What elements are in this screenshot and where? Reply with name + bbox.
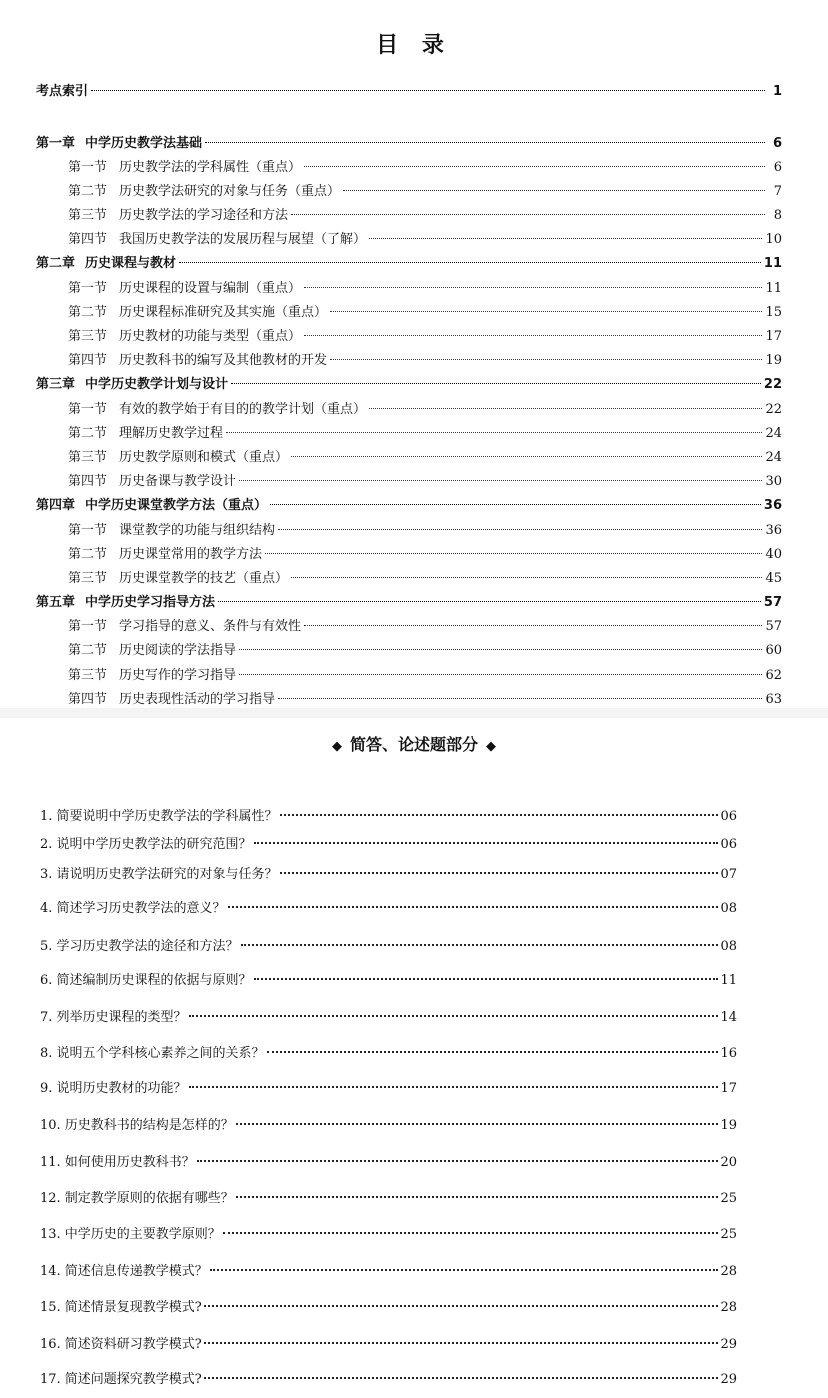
toc-entry-label [68,351,327,371]
toc-section-entry [68,158,782,178]
question-page-number: 14 [720,1010,737,1025]
question-page-number: 29 [720,1372,737,1387]
question-label: 5. 学习历史教学法的途径和方法？ [40,939,239,954]
question-label: 4. 简述学习历史教学法的意义？ [40,901,226,916]
dot-leader [304,287,762,288]
dot-leader [236,1123,719,1125]
toc-entry-label [68,182,340,202]
toc-page-number: 22 [765,402,782,417]
toc-page-number: 15 [765,305,782,320]
toc-chapter-entry [36,254,782,274]
toc-section-number: 第一节 [68,281,108,296]
dot-leader [226,432,762,433]
toc-section-number: 第三节 [68,208,108,223]
toc-section-entry [68,303,782,323]
question-entry [40,1224,737,1246]
dot-leader [291,456,762,457]
toc-entry-title: 历史写作的学习指导 [119,668,237,683]
toc-page-number: 8 [773,208,782,223]
toc-entry-title: 中学历史课堂教学方法（重点） [85,498,268,513]
toc-entry-title: 历史教材的功能与类型（重点） [119,329,302,344]
toc-page-number: 45 [765,571,782,586]
toc-entry-label [68,279,301,299]
question-page-number: 08 [720,901,737,916]
toc-entry-title: 有效的教学始于有目的的教学计划（重点） [119,402,367,417]
toc-section-number: 第五章 [36,595,76,610]
toc-page-number: 40 [765,547,782,562]
dot-leader [239,674,762,675]
question-label: 12. 制定教学原则的依据有哪些？ [40,1191,234,1206]
question-entry [40,936,737,958]
toc-chapter-entry [36,496,782,516]
toc-entry-label [68,448,288,468]
toc-section-number: 第二节 [68,547,108,562]
question-entry [40,1261,737,1283]
dot-leader [189,1086,719,1088]
toc-entry-label [68,424,223,444]
toc-entry-label [68,641,236,661]
toc-entry-title: 学习指导的意义、条件与有效性 [119,619,302,634]
toc-page-number: 22 [763,377,782,392]
toc-page-number: 36 [765,523,782,538]
question-label: 9. 说明历史教材的功能？ [40,1081,187,1096]
diamond-icon: ◆ [331,739,342,754]
toc-section-number: 第三节 [68,668,108,683]
toc-section-number: 第四节 [68,692,108,707]
question-page-number: 16 [720,1046,737,1061]
toc-section-number: 第二节 [68,426,108,441]
toc-section-number: 第一节 [68,160,108,175]
toc-section-number: 第一节 [68,402,108,417]
toc-entry-title: 我国历史教学法的发展历程与展望（了解） [119,232,367,247]
question-entry [40,1297,737,1319]
toc-entry-label [68,400,366,420]
toc-entry-title: 考点索引 [36,84,89,99]
toc-page-number: 57 [765,619,782,634]
toc-page-number: 6 [773,160,782,175]
question-page-number: 17 [720,1081,737,1096]
toc-section-number: 第二章 [36,256,76,271]
question-entry [40,1334,737,1356]
dot-leader [205,142,765,143]
toc-entry-title: 历史教学原则和模式（重点） [119,450,289,465]
toc-section-number: 第四节 [68,232,108,247]
question-entry [40,1007,737,1029]
toc-page-number: 62 [765,668,782,683]
toc-entry-label [36,254,176,274]
toc-section-entry [68,182,782,202]
toc-page-number: 11 [765,281,782,296]
toc-entry-label [68,617,301,637]
toc-entry-title: 中学历史学习指导方法 [85,595,216,610]
question-label: 7. 列举历史课程的类型？ [40,1010,187,1025]
question-label: 13. 中学历史的主要教学原则？ [40,1227,221,1242]
dot-leader [254,842,719,844]
section-divider [0,708,828,718]
question-page-number: 19 [720,1118,737,1133]
toc-entry-label [68,206,288,226]
toc-page-number: 17 [765,329,782,344]
toc-section-entry [68,327,782,347]
toc-section-number: 第一节 [68,523,108,538]
toc-section-entry [68,617,782,637]
toc-page-number: 6 [772,136,782,151]
toc-section-entry [68,690,782,710]
toc-section-entry [68,448,782,468]
toc-section-number: 第三节 [68,329,108,344]
question-page-number: 29 [720,1337,737,1352]
toc-section-number: 第四节 [68,474,108,489]
toc-entry-title: 中学历史教学法基础 [85,136,203,151]
dot-leader [218,601,761,602]
dot-leader [291,577,762,578]
toc-section-number: 第二节 [68,643,108,658]
toc-page-number: 7 [773,184,782,199]
question-label: 3. 请说明历史教学法研究的对象与任务？ [40,867,278,882]
dot-leader [280,814,719,816]
question-page-number: 25 [720,1191,737,1206]
dot-leader [241,944,719,946]
dot-leader [204,1342,719,1344]
toc-entry-label [68,569,288,589]
toc-entry-label [68,158,301,178]
question-label: 16. 简述资料研习教学模式? [40,1337,202,1352]
dot-leader [231,383,761,384]
toc-entry-label [68,327,301,347]
question-entry [40,806,737,828]
toc-entry-title: 历史课堂常用的教学方法 [119,547,263,562]
toc-section-entry [68,666,782,686]
toc-entry-title: 中学历史教学计划与设计 [85,377,229,392]
toc-chapter-entry [36,134,782,154]
toc-section-number: 第一节 [68,619,108,634]
question-page-number: 11 [720,973,737,988]
dot-leader [304,166,765,167]
question-page-number: 28 [720,1300,737,1315]
toc-page-number: 36 [763,498,782,513]
question-page-number: 28 [720,1264,737,1279]
toc-entry-title: 历史课堂教学的技艺（重点） [119,571,289,586]
toc-section-entry [68,472,782,492]
toc-entry-title: 历史教学法的学科属性（重点） [119,160,302,175]
toc-entry-label [36,375,228,395]
dot-leader [270,504,761,505]
dot-leader [280,872,719,874]
dot-leader [278,698,762,699]
question-label: 14. 简述信息传递教学模式？ [40,1264,208,1279]
toc-chapter-entry [36,82,782,102]
toc-section-number: 第三节 [68,450,108,465]
question-entry [40,834,737,856]
dot-leader [228,906,719,908]
toc-entry-title: 理解历史教学过程 [119,426,224,441]
toc-section-number: 第四章 [36,498,76,513]
toc-section-number: 第四节 [68,353,108,368]
question-page-number: 06 [720,809,737,824]
toc-entry-label [36,496,267,516]
question-page-number: 07 [720,867,737,882]
toc-section-entry [68,521,782,541]
question-entry [40,1188,737,1210]
toc-entry-label [36,593,215,613]
toc-entry-label [68,303,327,323]
question-page-number: 08 [720,939,737,954]
question-label: 11. 如何使用历史教科书？ [40,1155,195,1170]
question-entry [40,864,737,886]
question-entry [40,1369,737,1391]
dot-leader [239,480,762,481]
toc-page-number: 1 [772,84,782,99]
toc-section-entry [68,641,782,661]
toc-entry-title: 历史教科书的编写及其他教材的开发 [119,353,328,368]
toc-section-entry [68,424,782,444]
toc-section-entry [68,545,782,565]
toc-entry-title: 课堂教学的功能与组织结构 [119,523,276,538]
toc-chapter-entry [36,375,782,395]
toc-entry-title: 历史阅读的学法指导 [119,643,237,658]
toc-entry-title: 历史教学法研究的对象与任务（重点） [119,184,341,199]
toc-section-number: 第三章 [36,377,76,392]
question-label: 8. 说明五个学科核心素养之间的关系？ [40,1046,265,1061]
question-page-number: 20 [720,1155,737,1170]
question-label: 1. 简要说明中学历史教学法的学科属性？ [40,809,278,824]
question-entry [40,1043,737,1065]
dot-leader [91,90,765,91]
dot-leader [204,1305,719,1307]
dot-leader [330,311,762,312]
dot-leader [304,335,762,336]
dot-leader [254,978,719,980]
dot-leader [278,529,762,530]
toc-page-number: 24 [765,426,782,441]
question-label: 15. 简述情景复现教学模式? [40,1300,202,1315]
question-label: 17. 简述问题探究教学模式? [40,1372,202,1387]
dot-leader [210,1269,719,1271]
dot-leader [369,408,762,409]
toc-page-number: 30 [765,474,782,489]
toc-page-number: 63 [765,692,782,707]
toc-section-number: 第二节 [68,184,108,199]
dot-leader [223,1232,719,1234]
page-title: 目 录 [376,33,452,58]
toc-section-entry [68,569,782,589]
toc-entry-label [36,134,202,154]
dot-leader [369,238,762,239]
question-page-number: 06 [720,837,737,852]
diamond-icon: ◆ [486,739,496,754]
question-entry [40,898,737,920]
dot-leader [197,1160,719,1162]
toc-section-entry [68,400,782,420]
toc-chapter-entry [36,593,782,613]
toc-entry-title: 历史教学法的学习途径和方法 [119,208,289,223]
toc-page-number: 11 [763,256,782,271]
dot-leader [304,625,762,626]
toc-section-entry [68,279,782,299]
dot-leader [189,1015,719,1017]
question-page-number: 25 [720,1227,737,1242]
toc-entry-label [68,521,275,541]
question-entry [40,1152,737,1174]
toc-entry-label [68,690,275,710]
questions-heading [0,732,828,755]
toc-entry-title: 历史课程标准研究及其实施（重点） [119,305,328,320]
toc-entry-label [68,472,236,492]
dot-leader [239,649,762,650]
question-label: 6. 简述编制历史课程的依据与原则？ [40,973,252,988]
question-entry [40,1078,737,1100]
questions-title: 简答、论述题部分 [349,735,478,754]
toc-entry-label [36,82,88,102]
toc-entry-label [68,230,366,250]
toc-entry-title: 历史表现性活动的学习指导 [119,692,276,707]
dot-leader [291,214,765,215]
toc-section-number: 第三节 [68,571,108,586]
dot-leader [236,1196,719,1198]
toc-page-number: 19 [765,353,782,368]
toc-entry-title: 历史备课与教学设计 [119,474,237,489]
toc-entry-label [68,545,262,565]
toc-page-number: 60 [765,643,782,658]
dot-leader [343,190,765,191]
dot-leader [204,1377,719,1379]
toc-entry-title: 历史课程的设置与编制（重点） [119,281,302,296]
toc-page-number: 24 [765,450,782,465]
toc-section-entry [68,351,782,371]
toc-section-number: 第二节 [68,305,108,320]
toc-entry-label [68,666,236,686]
toc-page-number: 10 [765,232,782,247]
toc-entry-title: 历史课程与教材 [85,256,177,271]
toc-section-number: 第一章 [36,136,76,151]
dot-leader [330,359,762,360]
question-label: 10. 历史教科书的结构是怎样的？ [40,1118,234,1133]
toc-section-entry [68,230,782,250]
toc-page-number: 57 [763,595,782,610]
question-entry [40,1115,737,1137]
question-label: 2. 说明中学历史教学法的研究范围？ [40,837,252,852]
dot-leader [267,1051,719,1053]
dot-leader [179,262,761,263]
question-entry [40,970,737,992]
toc-section-entry [68,206,782,226]
dot-leader [265,553,762,554]
